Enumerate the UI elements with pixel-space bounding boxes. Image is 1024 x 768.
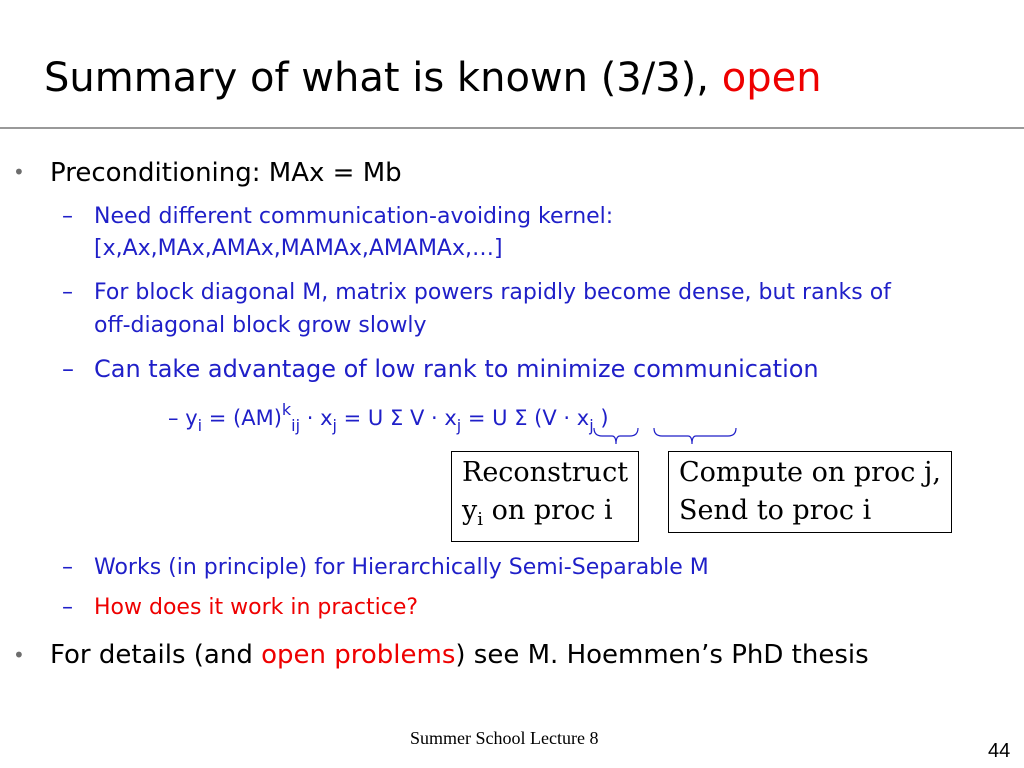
formula-y: y <box>185 406 198 430</box>
slide-title-main: Summary of what is known (3/3), <box>44 55 722 101</box>
bullet-details-accent: open problems <box>261 640 456 670</box>
sub-dash: – <box>62 595 73 620</box>
formula-line: – $y_i = (AM)^k_{ij} \cdot x_j = U$ Σ $V \cdot x_j = U$ Σ ($V \cdot x_j$ ) <box>168 400 609 435</box>
formula-eq-am: = (AM) <box>202 406 282 430</box>
sub-dash: – <box>62 204 73 229</box>
formula-dot-x: · x <box>300 406 333 430</box>
formula-v-dot-x: V · x <box>403 406 457 430</box>
bullet-details <box>50 639 869 671</box>
sub-low-rank: Can take advantage of low rank to minimize communication <box>94 355 819 383</box>
sub-block-diagonal-line2: off-diagonal block grow slowly <box>94 313 427 338</box>
sub-dash: – <box>62 355 74 383</box>
box-reconstruct-y: y <box>462 495 478 526</box>
box-compute <box>668 451 952 533</box>
formula-sub-j-2: j <box>456 416 462 435</box>
box-reconstruct-rest: on proc i <box>483 495 613 526</box>
slide-title <box>44 54 822 102</box>
slide-title-accent: open <box>721 55 822 101</box>
formula-eq-u: = U <box>336 406 390 430</box>
formula-sigma-2: Σ <box>514 406 528 430</box>
bullet-dot: • <box>13 160 25 184</box>
bullet-details-post: ) see M. Hoemmen’s PhD thesis <box>455 640 869 670</box>
formula-eq-u2: = U <box>461 406 515 430</box>
box-reconstruct-line1: Reconstruct <box>462 457 629 488</box>
box-compute-line2: Send to proc i <box>679 495 872 526</box>
formula-sup-k: k <box>281 400 292 419</box>
footer-lecture: Summer School Lecture 8 <box>410 728 599 748</box>
sub-dash: – <box>62 280 73 305</box>
sub-hss: Works (in principle) for Hierarchically Semi-Separable M <box>94 555 709 580</box>
box-reconstruct <box>451 451 639 542</box>
formula-sigma: Σ <box>389 406 404 430</box>
formula-sub-ij: ij <box>291 416 301 435</box>
bullet-details-pre: For details (and <box>50 640 262 670</box>
sub-kernel-line1: Need different communication-avoiding kernel: <box>94 204 614 229</box>
brace-left-icon <box>592 426 640 452</box>
sub-kernel-line2: [x,Ax,MAx,AMAx,MAMAx,AMAMAx,…] <box>94 236 503 261</box>
formula-sub-i: i <box>197 416 203 435</box>
brace-right-icon <box>652 426 738 452</box>
title-divider <box>0 127 1024 129</box>
sub-practice-question: How does it work in practice? <box>94 595 419 620</box>
formula-sub-j-3: j <box>589 416 594 435</box>
formula-paren-v: (V · x <box>527 406 590 430</box>
formula-close: ) <box>593 406 609 430</box>
box-compute-line1: Compute on proc j, <box>679 457 941 488</box>
sub-dash: – <box>62 555 73 580</box>
sub-block-diagonal-line1: For block diagonal M, matrix powers rapidly become dense, but ranks of <box>94 280 891 305</box>
box-reconstruct-sub-i: i <box>477 509 484 530</box>
page-number: 44 <box>988 740 1011 762</box>
bullet-dot: • <box>13 643 25 667</box>
box-reconstruct-line2 <box>462 492 628 539</box>
bullet-preconditioning: Preconditioning: MAx = Mb <box>50 158 402 188</box>
formula-sub-j: j <box>332 416 337 435</box>
